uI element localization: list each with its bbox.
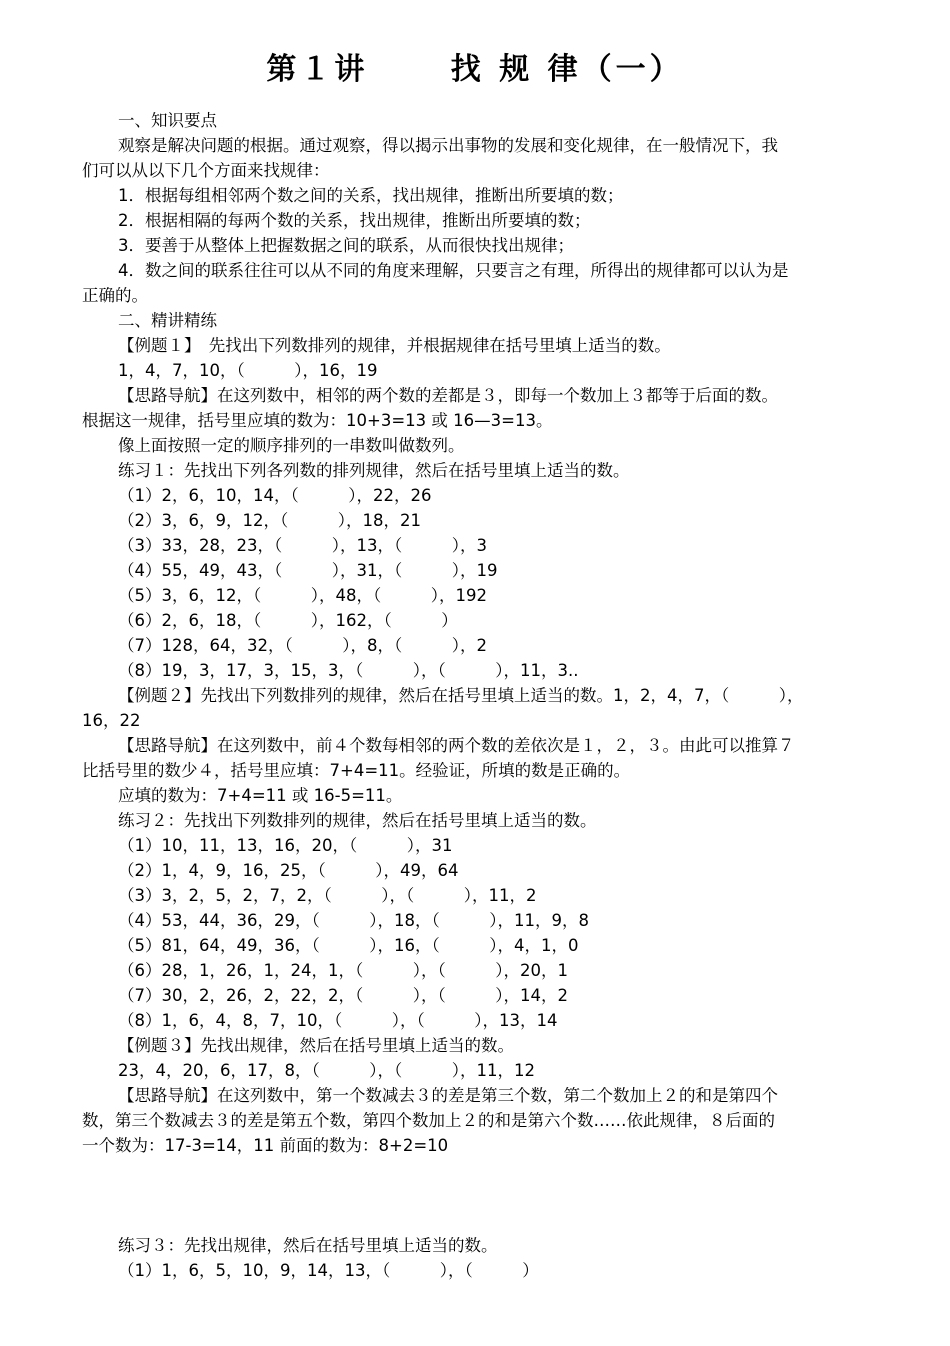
exercise-item: （7）128，64，32，（ ），8，（ ），2 xyxy=(118,636,487,655)
exercise-item: （5）81，64，49，36，（ ），16，（ ），4，1，0 xyxy=(118,936,579,955)
list-item: 3．要善于从整体上把握数据之间的联系，从而很快找出规律； xyxy=(118,236,574,255)
hint-line: 【思路导航】在这列数中，前４个数每相邻的两个数的差依次是１，２，３。由此可以推算７ xyxy=(118,736,795,755)
exercise-heading: 练习１：先找出下列各列数的排列规律，然后在括号里填上适当的数。 xyxy=(118,461,630,480)
page-title: 第１讲 找 规 律（一） xyxy=(266,52,684,87)
exercise-item: （1）1，6，5，10，9，14，13，（ ），（ ） xyxy=(118,1261,539,1280)
paragraph-line: 像上面按照一定的顺序排列的一串数叫做数列。 xyxy=(118,436,465,455)
exercise-item: （1）2，6，10，14，（ ），22，26 xyxy=(118,486,432,505)
exercise-item: （4）55，49，43，（ ），31，（ ），19 xyxy=(118,561,498,580)
exercise-item: （5）3，6，12，（ ），48，（ ），192 xyxy=(118,586,487,605)
list-item: 1．根据每组相邻两个数之间的关系，找出规律，推断出所要填的数； xyxy=(118,186,624,205)
exercise-item: （7）30，2，26，2，22，2，（ ），（ ），14，2 xyxy=(118,986,568,1005)
list-item: 4．数之间的联系往往可以从不同的角度来理解，只要言之有理，所得出的规律都可以认为是 xyxy=(118,261,789,280)
exercise-item: （3）33，28，23，（ ），13，（ ），3 xyxy=(118,536,487,555)
paragraph-line: 比括号里的数少４，括号里应填：7+4=11。经验证，所填的数是正确的。 xyxy=(82,761,631,780)
paragraph-line: 正确的。 xyxy=(82,286,148,305)
sequence-line: 23，4，20，6，17，8，（ ），（ ），11，12 xyxy=(118,1061,535,1080)
paragraph-line: 数，第三个数减去３的差是第五个数，第四个数加上２的和是第六个数……依此规律，８后面的 xyxy=(82,1111,775,1130)
exercise-item: （2）3，6，9，12，（ ），18，21 xyxy=(118,511,421,530)
sequence-line: 1，4，7，10，（ ），16，19 xyxy=(118,361,378,380)
exercise-item: （8）1，6，4，8，7，10，（ ），（ ），13，14 xyxy=(118,1011,558,1030)
exercise-item: （6）28，1，26，1，24，1，（ ），（ ），20，1 xyxy=(118,961,568,980)
exercise-item: （4）53，44，36，29，（ ），18，（ ），11，9，8 xyxy=(118,911,589,930)
section-heading: 二、精讲精练 xyxy=(118,311,217,330)
list-item: 2．根据相隔的每两个数的关系，找出规律，推断出所要填的数； xyxy=(118,211,591,230)
exercise-item: （2）1，4，9，16，25，（ ），49，64 xyxy=(118,861,459,880)
paragraph-line: 根据这一规律，括号里应填的数为：10+3=13 或 16—3=13。 xyxy=(82,411,553,430)
sequence-line: 16，22 xyxy=(82,711,141,730)
hint-line: 【思路导航】在这列数中，相邻的两个数的差都是３，即每一个数加上３都等于后面的数。 xyxy=(118,386,778,405)
exercise-item: （8）19，3，17，3，15，3，（ ），（ ），11，3.. xyxy=(118,661,579,680)
exercise-item: （1）10，11，13，16，20，（ ），31 xyxy=(118,836,453,855)
example-heading: 【例题１】 先找出下列数排列的规律，并根据规律在括号里填上适当的数。 xyxy=(118,336,671,355)
paragraph-line: 一个数为：17-3=14，11 前面的数为：8+2=10 xyxy=(82,1136,449,1155)
hint-line: 【思路导航】在这列数中，第一个数减去３的差是第三个数，第二个数加上２的和是第四个 xyxy=(118,1086,778,1105)
paragraph-line: 观察是解决问题的根据。通过观察，得以揭示出事物的发展和变化规律，在一般情况下，我 xyxy=(118,136,778,155)
example-heading: 【例题３】先找出规律，然后在括号里填上适当的数。 xyxy=(118,1036,514,1055)
exercise-heading: 练习２：先找出下列数排列的规律，然后在括号里填上适当的数。 xyxy=(118,811,597,830)
exercise-item: （3）3，2，5，2，7，2，（ ），（ ），11，2 xyxy=(118,886,537,905)
section-heading: 一、知识要点 xyxy=(118,111,217,130)
exercise-item: （6）2，6，18，（ ），162，（ ） xyxy=(118,611,458,630)
exercise-heading: 练习３：先找出规律，然后在括号里填上适当的数。 xyxy=(118,1236,498,1255)
example-heading: 【例题２】先找出下列数排列的规律，然后在括号里填上适当的数。1，2，4，7，（ ）， xyxy=(118,686,804,705)
paragraph-line: 应填的数为：7+4=11 或 16-5=11。 xyxy=(118,786,403,805)
paragraph-line: 们可以从以下几个方面来找规律： xyxy=(82,161,330,180)
